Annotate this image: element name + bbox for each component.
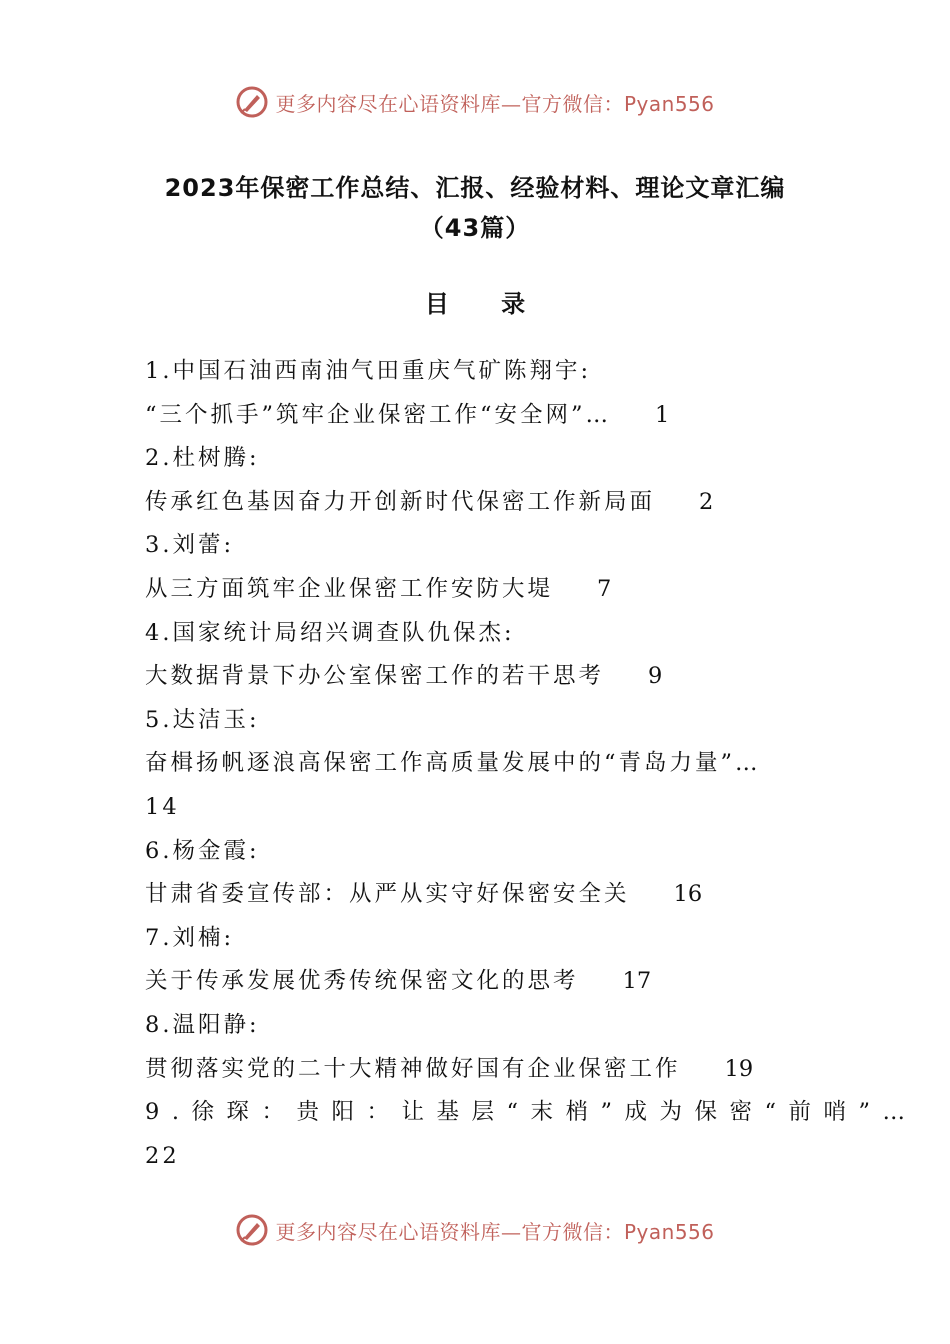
toc-entry-5-title: 奋楫扬帆逐浪高保密工作高质量发展中的“青岛力量”…	[145, 750, 761, 777]
toc-entry-1-title-line	[145, 394, 810, 438]
watermark-text: 更多内容尽在心语资料库—官方微信：Pyan556	[275, 1219, 715, 1244]
toc-entry-3-title: 从三方面筑牢企业保密工作安防大堤	[145, 575, 554, 602]
toc-entry-1-page: 1	[655, 401, 670, 428]
watermark-text: 更多内容尽在心语资料库—官方微信：Pyan556	[275, 91, 715, 116]
title-line-1: 2023年保密工作总结、汇报、经验材料、理论文章汇编	[164, 174, 786, 202]
toc-entry-4-title: 大数据背景下办公室保密工作的若干思考	[145, 663, 605, 690]
toc-entry-2-title-line	[145, 481, 810, 525]
toc-entry-8-title-line	[145, 1048, 810, 1092]
toc-entry-2-title: 传承红色基因奋力开创新时代保密工作新局面	[145, 488, 656, 515]
toc-entry-6-title: 甘肃省委宣传部：从严从实守好保密安全关	[145, 881, 630, 908]
toc-entry-7-title-line	[145, 960, 810, 1004]
toc-entry-3-page: 7	[597, 575, 612, 602]
toc-entry-8-heading: 8.温阳静:	[145, 1011, 260, 1038]
toc-entry-5-page: 14	[145, 793, 180, 820]
toc-entry-2-heading: 2.杜树腾:	[145, 445, 260, 472]
watermark-bottom	[0, 1210, 950, 1250]
toc-entry-6-page: 16	[673, 881, 703, 908]
toc-entry-7-page: 17	[622, 968, 652, 995]
toc-entry-4-heading: 4.国家统计局绍兴调查队仇保杰:	[145, 619, 515, 646]
toc-entry-4-title-line	[145, 655, 810, 699]
toc-entry-7-title: 关于传承发展优秀传统保密文化的思考	[145, 968, 579, 995]
toc-entry-4-page: 9	[648, 663, 663, 690]
pen-circle-logo-icon	[235, 1213, 269, 1247]
watermark-top	[0, 82, 950, 122]
toc-entry-2-page: 2	[699, 488, 714, 515]
toc-entry-3-heading: 3.刘蕾:	[145, 532, 235, 559]
document-title	[0, 168, 950, 248]
toc-entry-1-title: “三个抓手”筑牢企业保密工作“安全网”…	[145, 401, 612, 428]
toc-entry-9-page: 22	[145, 1142, 180, 1169]
toc-entry-9-heading: 9.徐琛：贵阳：让基层“末梢”成为保密“前哨”…	[145, 1099, 918, 1126]
toc-entry-3-title-line	[145, 568, 810, 612]
toc-entry-6-title-line	[145, 873, 810, 917]
toc-entry-7-heading: 7.刘楠:	[145, 924, 235, 951]
toc-entry-8-page: 19	[724, 1055, 754, 1082]
pen-circle-logo-icon	[235, 85, 269, 119]
toc-entry-1-heading: 1.中国石油西南油气田重庆气矿陈翔宇:	[145, 358, 592, 384]
title-line-2: （43篇）	[419, 214, 531, 242]
toc-entry-5-heading: 5.达洁玉:	[145, 706, 260, 733]
toc-entry-6-heading: 6.杨金霞:	[145, 837, 260, 864]
toc-heading: 目 录	[424, 290, 526, 318]
toc-entry-8-title: 贯彻落实党的二十大精神做好国有企业保密工作	[145, 1055, 681, 1082]
table-of-contents	[145, 350, 918, 1178]
